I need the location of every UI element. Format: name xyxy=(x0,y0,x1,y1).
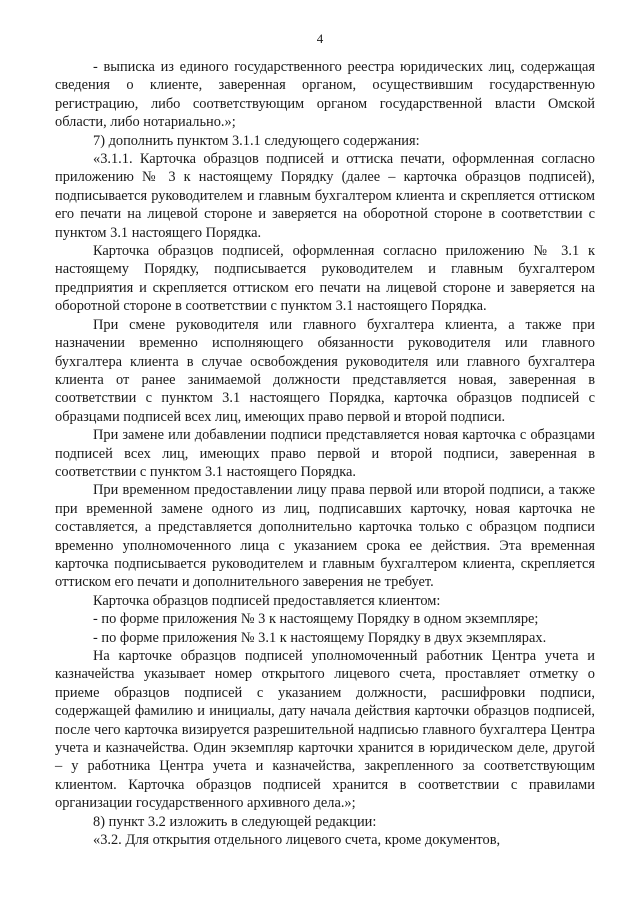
paragraph: Карточка образцов подписей предоставляется клиентом: xyxy=(93,592,441,609)
list-item: - по форме приложения № 3 к настоящему Порядку в одном экземпляре; xyxy=(93,611,539,628)
paragraph: 7) дополнить пунктом 3.1.1 следующего содержания: xyxy=(93,132,420,149)
paragraph: 8) пункт 3.2 изложить в следующей редакции: xyxy=(93,813,377,830)
paragraph: «3.1.1. Карточка образцов подписей и оттиска печати, оформленная согласно приложению № 3 к настоящему Порядку (далее – карточка образцов подписей), подписывается руководителем и главным бухгалтером клиента и скрепляется оттиском его печати на лицевой стороне и заверяется на оборотной стороне в соответствии с пунктом 3.1 настоящего Порядка. xyxy=(55,151,595,241)
paragraph: При замене или добавлении подписи представляется новая карточка с образцами подписей всех лиц, имеющих право первой и второй подписи, заверенная в соответствии с пунктом 3.1 настоящего Порядка. xyxy=(55,427,595,480)
document-body xyxy=(55,58,595,849)
paragraph: При смене руководителя или главного бухгалтера клиента, а также при назначении временно исполняющего обязанности руководителя или главного бухгалтера клиента в случае освобождения руководителя или главного бухгалтера клиента от ранее занимаемой должности представляется новая, заверенная в соответствии с пунктом 3.1 настоящего Порядка, карточка образцов подписей с образцами подписей всех лиц, имеющих право первой и второй подписи. xyxy=(55,316,595,425)
paragraph: Карточка образцов подписей, оформленная согласно приложению № 3.1 к настоящему Порядку, подписывается руководителем и главным бухгалтером предприятия и скрепляется оттиском его печати на лицевой стороне и заверяется на оборотной стороне в соответствии с пунктом 3.1 настоящего Порядка. xyxy=(55,243,595,315)
paragraph: - выписка из единого государственного реестра юридических лиц, содержащая сведения о клиенте, заверенная органом, осуществившим государственную регистрацию, либо соответствующим органом государственной власти Омской области, либо нотариально.»; xyxy=(55,59,595,131)
paragraph: При временном предоставлении лицу права первой или второй подписи, а также при временной замене одного из лиц, подписавших карточку, новая карточка не составляется, а представляется дополнительно карточка только с образцом подписи временно уполномоченного лица с указанием срока ее действия. Эта временная карточка подписывается руководителем и главным бухгалтером клиента, скрепляется оттиском его печати и дополнительного заверения не требует. xyxy=(55,482,595,591)
paragraph: На карточке образцов подписей уполномоченный работник Центра учета и казначейства указывает номер открытого лицевого счета, проставляет отметку о приеме образцов подписей с указанием должности, расшифровки подписи, содержащей фамилию и инициалы, дату начала действия карточки образцов подписей, после чего карточка визируется разрешительной надписью главного бухгалтера Центра учета и казначейства. Один экземпляр карточки хранится в юридическом деле, другой – у работника Центра учета и казначейства, закрепленного за соответствующим клиентом. Карточка образцов подписей хранится в соответствии с правилами организации государственного архивного дела.»; xyxy=(55,648,595,812)
list-item: - по форме приложения № 3.1 к настоящему Порядку в двух экземплярах. xyxy=(93,629,547,646)
page-number: 4 xyxy=(316,31,324,46)
paragraph: «3.2. Для открытия отдельного лицевого счета, кроме документов, xyxy=(93,832,501,849)
